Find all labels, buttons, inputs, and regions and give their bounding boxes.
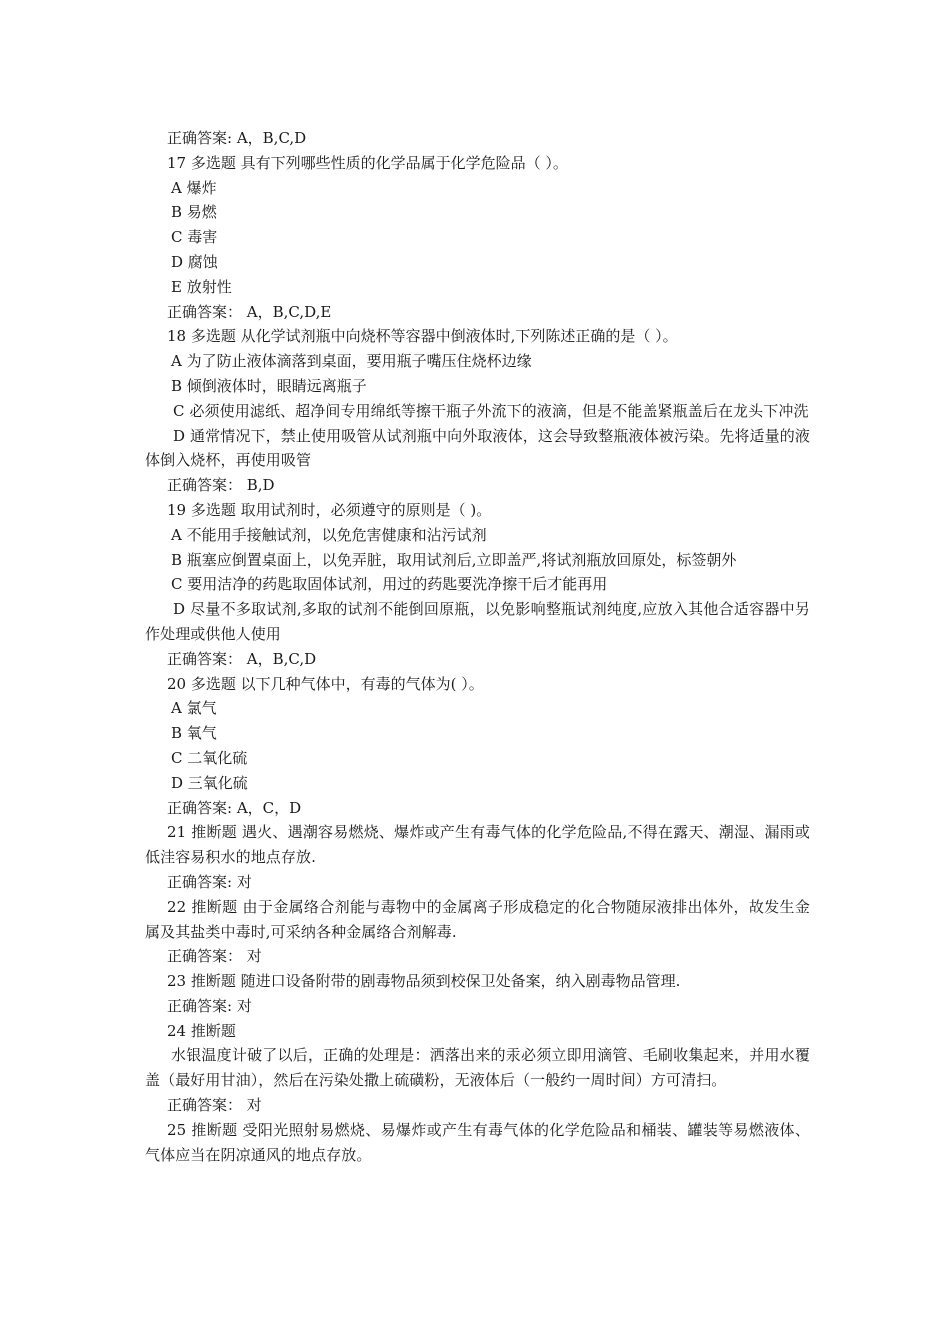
option-20-d: D 三氧化硫 (171, 773, 248, 792)
question-24-body: 水银温度计破了以后，正确的处理是：洒落出来的汞必须立即用滴管、毛刷收集起来，并用水覆盖（最好用甘油），然后在污染处撒上硫磺粉，无液体后（一般约一周时间）方可清扫。 (145, 1046, 810, 1090)
question-22: 22 推断题 由于金属络合剂能与毒物中的金属离子形成稳定的化合物随尿液排出体外，故发生金属及其盐类中毒时,可采纳各种金属络合剂解毒. (145, 897, 810, 941)
option-17-a: A 爆炸 (171, 178, 217, 197)
question-21: 21 推断题 遇火、遇潮容易燃烧、爆炸或产生有毒气体的化学危险品,不得在露天、潮湿、漏雨或低洼容易积水的地点存放. (145, 823, 810, 867)
question-19: 19 多选题 取用试剂时，必须遵守的原则是（ )。 (167, 500, 492, 519)
question-24: 24 推断题 (167, 1021, 236, 1040)
option-18-c: C 必须使用滤纸、超净间专用绵纸等擦干瓶子外流下的液滴，但是不能盖紧瓶盖后在龙头下冲洗 (173, 401, 809, 420)
question-17: 17 多选题 具有下列哪些性质的化学品属于化学危险品（ ）。 (167, 153, 568, 172)
answer-19: 正确答案： A，B,C,D (167, 649, 317, 668)
option-19-c: C 要用洁净的药匙取固体试剂，用过的药匙要洗净擦干后才能再用 (171, 575, 608, 594)
question-18: 18 多选题 从化学试剂瓶中向烧杯等容器中倒液体时,下列陈述正确的是（ ）。 (167, 327, 678, 346)
question-25: 25 推断题 受阳光照射易燃烧、易爆炸或产生有毒气体的化学危险品和桶装、罐装等易燃液体、气体应当在阴凉通风的地点存放。 (145, 1120, 810, 1164)
option-18-d: D 通常情况下，禁止使用吸管从试剂瓶中向外取液体，这会导致整瓶液体被污染。先将适量的液体倒入烧杯，再使用吸管 (145, 426, 810, 470)
question-23: 23 推断题 随进口设备附带的剧毒物品须到校保卫处备案，纳入剧毒物品管理. (167, 972, 681, 991)
option-20-c: C 二氧化硫 (171, 748, 248, 767)
option-17-b: B 易燃 (171, 203, 217, 222)
answer-21: 正确答案: 对 (167, 872, 252, 891)
option-19-a: A 不能用手接触试剂，以免危害健康和沾污试剂 (171, 525, 487, 544)
question-20: 20 多选题 以下几种气体中，有毒的气体为( ）。 (167, 674, 484, 693)
answer-24: 正确答案： 对 (167, 1096, 262, 1115)
option-19-d: D 尽量不多取试剂,多取的试剂不能倒回原瓶，以免影响整瓶试剂纯度,应放入其他合适容器中另作处理或供他人使用 (145, 600, 810, 643)
option-17-c: C 毒害 (171, 228, 218, 247)
answer-20: 正确答案: A，C，D (167, 798, 302, 817)
option-20-a: A 氯气 (171, 699, 217, 718)
option-20-b: B 氧气 (171, 724, 217, 743)
option-18-b: B 倾倒液体时，眼睛远离瓶子 (171, 376, 367, 395)
option-18-a: A 为了防止液体滴落到桌面，要用瓶子嘴压住烧杯边缘 (171, 352, 532, 371)
answer-23: 正确答案: 对 (167, 996, 252, 1015)
document-page (145, 126, 810, 1167)
option-19-b: B 瓶塞应倒置桌面上，以免弄脏，取用试剂后,立即盖严,将试剂瓶放回原处，标签朝外 (171, 550, 737, 569)
answer-17: 正确答案： A，B,C,D,E (167, 302, 332, 321)
answer-16: 正确答案: A，B,C,D (167, 129, 307, 147)
option-17-d: D 腐蚀 (171, 252, 218, 271)
option-17-e: E 放射性 (171, 277, 232, 296)
answer-18: 正确答案： B,D (167, 476, 275, 495)
answer-22: 正确答案： 对 (167, 947, 262, 966)
